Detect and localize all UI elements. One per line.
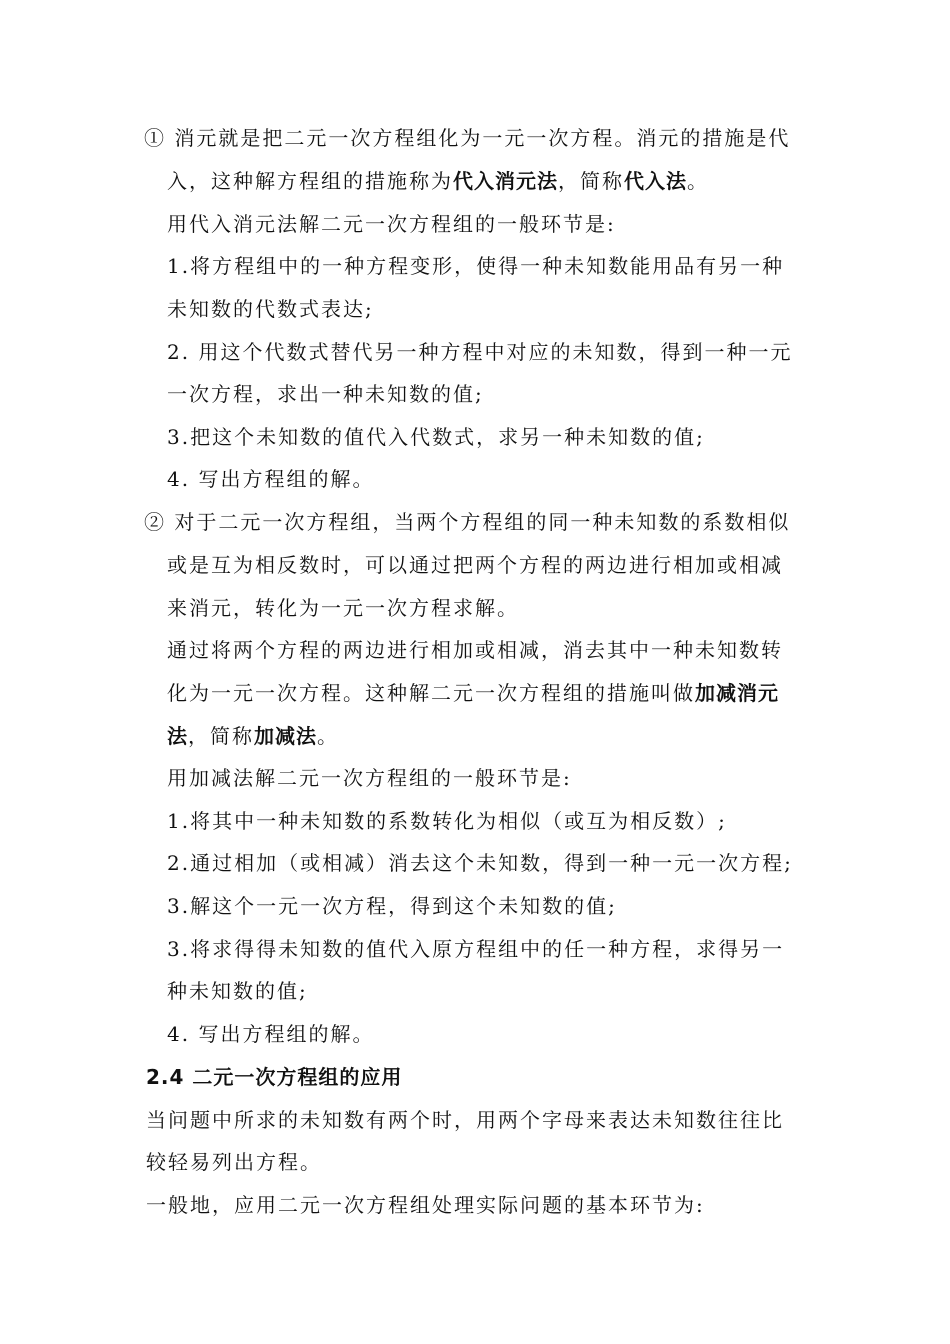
paragraph-line: 4. 写出方程组的解。	[167, 467, 375, 491]
paragraph-line	[167, 167, 709, 195]
bold-term: 代入消元法	[453, 169, 558, 193]
paragraph-line: 2. 用这个代数式替代另一种方程中对应的未知数，得到一种一元	[167, 340, 793, 364]
paragraph-line: 3.将求得得未知数的值代入原方程组中的任一种方程，求得另一	[167, 937, 785, 961]
paragraph-line: 3.把这个未知数的值代入代数式，求另一种未知数的值;	[167, 425, 705, 449]
paragraph-line: 1.将其中一种未知数的系数转化为相似（或互为相反数）;	[167, 809, 727, 833]
paragraph-line: 一般地，应用二元一次方程组处理实际问题的基本环节为:	[146, 1193, 705, 1217]
paragraph-line: 3.解这个一元一次方程，得到这个未知数的值;	[167, 894, 617, 918]
paragraph-line: 用代入消元法解二元一次方程组的一般环节是:	[167, 212, 616, 236]
paragraph-line: 当问题中所求的未知数有两个时，用两个字母来表达未知数往往比	[146, 1108, 784, 1132]
paragraph-line: 用加减法解二元一次方程组的一般环节是:	[167, 766, 572, 790]
text-run: 。	[317, 724, 339, 748]
text-run: 入，这种解方程组的措施称为	[167, 169, 453, 193]
paragraph-line: 2.通过相加（或相减）消去这个未知数，得到一种一元一次方程;	[167, 851, 793, 875]
bold-term: 加减法	[254, 724, 317, 748]
paragraph-line	[167, 722, 339, 750]
paragraph-line: 或是互为相反数时，可以通过把两个方程的两边进行相加或相减	[167, 553, 783, 577]
paragraph-line: 通过将两个方程的两边进行相加或相减，消去其中一种未知数转	[167, 638, 783, 662]
section-heading: 2.4 二元一次方程组的应用	[146, 1065, 403, 1089]
paragraph-line: 4. 写出方程组的解。	[167, 1022, 375, 1046]
text-run: ，简称	[188, 724, 254, 748]
paragraph-line: 1.将方程组中的一种方程变形，使得一种未知数能用品有另一种	[167, 254, 785, 278]
paragraph-line: ① 消元就是把二元一次方程组化为一元一次方程。消元的措施是代	[144, 126, 791, 150]
bold-term: 加减消元	[695, 681, 779, 705]
paragraph-line: 较轻易列出方程。	[146, 1150, 322, 1174]
paragraph-line: ② 对于二元一次方程组，当两个方程组的同一种未知数的系数相似	[144, 510, 791, 534]
text-run: ，简称	[558, 169, 624, 193]
paragraph-line: 一次方程，求出一种未知数的值;	[167, 382, 484, 406]
text-run: 。	[687, 169, 709, 193]
bold-term: 代入法	[624, 169, 687, 193]
paragraph-line: 种未知数的值;	[167, 979, 308, 1003]
paragraph-line: 来消元，转化为一元一次方程求解。	[167, 596, 519, 620]
text-run: 化为一元一次方程。这种解二元一次方程组的措施叫做	[167, 681, 695, 705]
paragraph-line: 未知数的代数式表达;	[167, 297, 374, 321]
bold-term: 法	[167, 724, 188, 748]
paragraph-line	[167, 679, 779, 707]
